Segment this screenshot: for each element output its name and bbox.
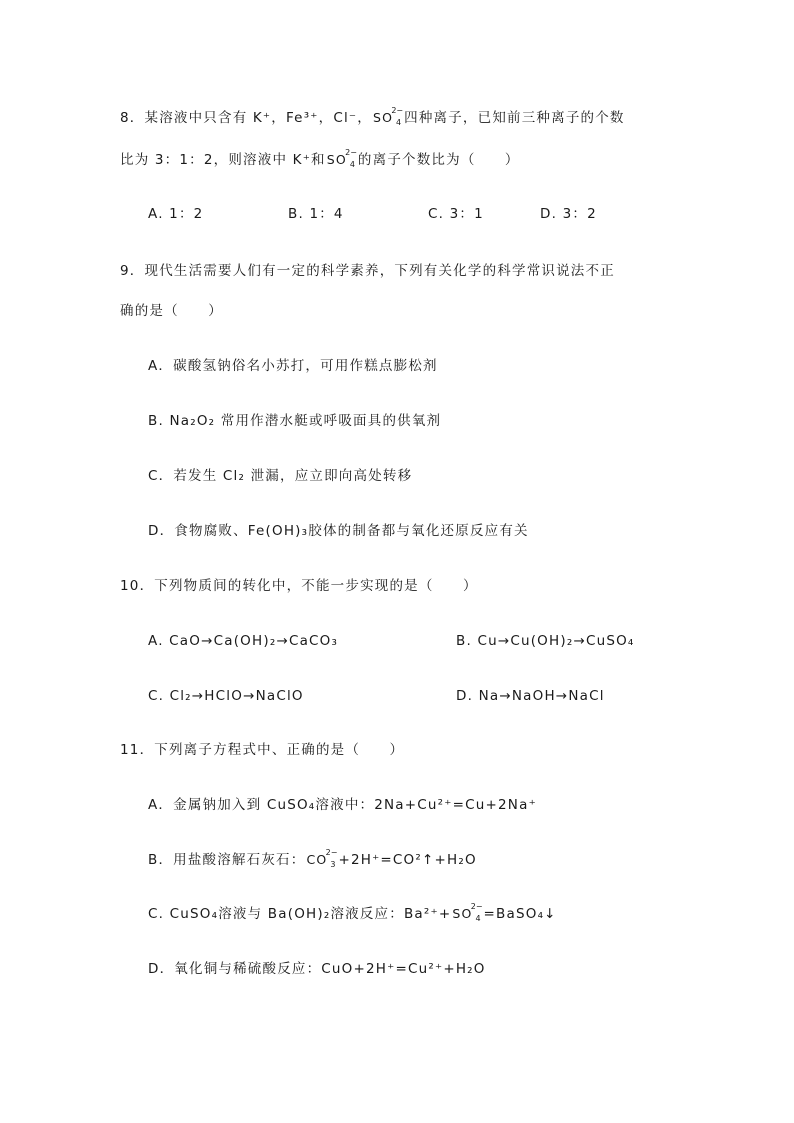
q11-option-b bbox=[148, 848, 477, 869]
q9-option-d: D．食物腐败、Fe(OH)₃胶体的制备都与氧化还原反应有关 bbox=[148, 523, 529, 539]
q10-option-d: D. Na→NaOH→NaCl bbox=[456, 688, 605, 704]
q9-option-b: B. Na₂O₂ 常用作潜水艇或呼吸面具的供氧剂 bbox=[148, 413, 442, 429]
sulfate-ion: SO 2− 4 bbox=[452, 902, 483, 923]
sulfate-ion: SO 2− 4 bbox=[372, 106, 404, 127]
q11-option-d: D．氧化铜与稀硫酸反应：CuO+2H⁺=Cu²⁺+H₂O bbox=[148, 961, 486, 977]
q8-line-1 bbox=[120, 106, 625, 127]
q8-option-a: A. 1：2 bbox=[148, 206, 204, 222]
q11-option-c bbox=[148, 902, 557, 923]
q9-line-2: 确的是（ ） bbox=[120, 303, 223, 319]
q8-option-d: D. 3：2 bbox=[540, 206, 597, 222]
q11-option-b-text-b: +2H⁺=CO²↑+H₂O bbox=[338, 852, 477, 868]
q10-option-b: B. Cu→Cu(OH)₂→CuSO₄ bbox=[456, 633, 635, 649]
q10-option-a: A. CaO→Ca(OH)₂→CaCO₃ bbox=[148, 633, 339, 649]
q8-line-2-text-a: 比为 3：1：2，则溶液中 K⁺和 bbox=[120, 152, 326, 168]
q8-line-2 bbox=[120, 148, 520, 169]
q9-option-a: A．碳酸氢钠俗名小苏打，可用作糕点膨松剂 bbox=[148, 358, 438, 374]
q8-option-b: B. 1：4 bbox=[288, 206, 344, 222]
q11-option-c-text-b: =BaSO₄↓ bbox=[483, 906, 557, 922]
q8-option-c: C. 3：1 bbox=[428, 206, 484, 222]
q10-line-1: 10．下列物质间的转化中，不能一步实现的是（ ） bbox=[120, 578, 478, 594]
q8-line-2-text-b: 的离子个数比为（ ） bbox=[357, 152, 520, 168]
q11-option-c-text-a: C. CuSO₄溶液与 Ba(OH)₂溶液反应：Ba²⁺+ bbox=[148, 906, 452, 922]
carbonate-ion: CO 2− 3 bbox=[306, 848, 338, 869]
q9-line-1: 9．现代生活需要人们有一定的科学素养，下列有关化学的科学常识说法不正 bbox=[120, 263, 615, 279]
q10-option-c: C. Cl₂→HClO→NaClO bbox=[148, 688, 304, 704]
q8-line-1-text-b: 四种离子，已知前三种离子的个数 bbox=[404, 110, 625, 126]
q9-option-c: C．若发生 Cl₂ 泄漏，应立即向高处转移 bbox=[148, 468, 413, 484]
q8-line-1-text-a: 8．某溶液中只含有 K⁺，Fe³⁺，Cl⁻， bbox=[120, 110, 372, 126]
q11-option-a: A．金属钠加入到 CuSO₄溶液中：2Na+Cu²⁺=Cu+2Na⁺ bbox=[148, 797, 537, 813]
q11-option-b-text-a: B．用盐酸溶解石灰石： bbox=[148, 852, 306, 868]
sulfate-ion: SO 2− 4 bbox=[326, 148, 357, 169]
q11-line-1: 11．下列离子方程式中、正确的是（ ） bbox=[120, 742, 405, 758]
